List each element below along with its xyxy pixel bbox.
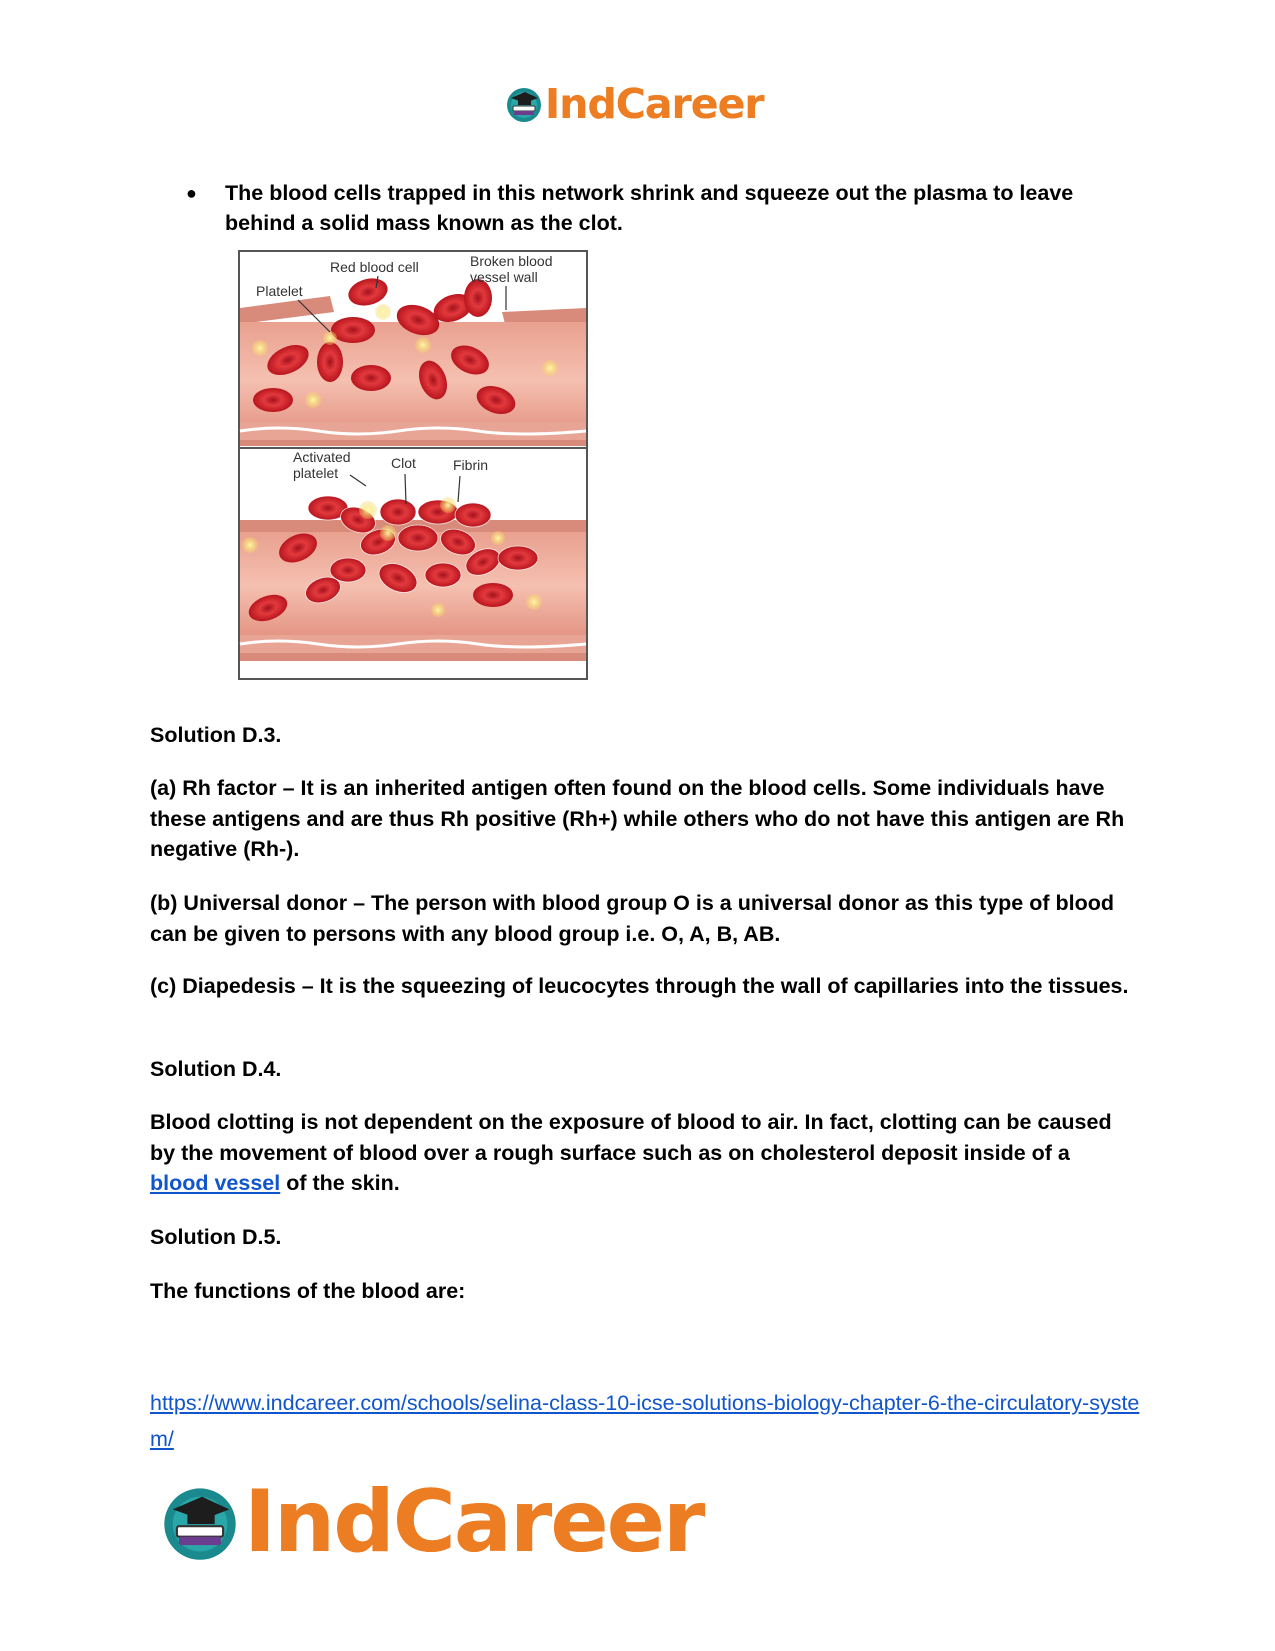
label-activated-1: Activated [293, 449, 351, 465]
label-clot: Clot [391, 455, 416, 471]
graduation-cap-books-icon [505, 84, 543, 124]
label-platelet: Platelet [256, 283, 303, 299]
paragraph-rh-factor: (a) Rh factor – It is an inherited antigen often found on the blood cells. Some individuals have these antigens and are thus Rh positive (Rh+) while others who do not have this antigen are Rh negative (Rh-). [150, 776, 1125, 861]
heading-solution-d3: Solution D.3. [150, 723, 282, 747]
paragraph-blood-clotting-end: of the skin. [280, 1171, 400, 1195]
blood-vessel-link[interactable]: blood vessel [150, 1171, 281, 1195]
label-broken-wall-1: Broken blood [470, 253, 553, 269]
blood-clot-diagram [238, 250, 588, 680]
label-broken-wall-2: vessel wall [470, 269, 538, 285]
header-logo [505, 80, 764, 128]
paragraph-universal-donor: (b) Universal donor – The person with blood group O is a universal donor as this type of blood can be given to persons with any blood group i.e. O, A, B, AB. [150, 891, 1114, 946]
footer-url-link[interactable]: https://www.indcareer.com/schools/selina-class-10-icse-solutions-biology-chapter-6-the-circulatory-system/ [150, 1391, 1140, 1451]
paragraph-blood-clotting-start: Blood clotting is not dependent on the exposure of blood to air. In fact, clotting can be caused by the movement of blood over a rough surface such as on cholesterol deposit inside of a [150, 1110, 1112, 1165]
footer-logo [160, 1474, 703, 1570]
paragraph-blood-functions: The functions of the blood are: [150, 1279, 466, 1303]
label-activated-2: platelet [293, 465, 339, 481]
label-fibrin: Fibrin [453, 457, 489, 473]
bullet-text: The blood cells trapped in this network shrink and squeeze out the plasma to leave behind a solid mass known as the clot. [225, 181, 1074, 235]
paragraph-diapedesis: (c) Diapedesis – It is the squeezing of leucocytes through the wall of capillaries into the tissues. [150, 974, 1129, 998]
bullet-item [186, 178, 1086, 238]
logo-text: IndCareer [545, 80, 764, 128]
heading-solution-d4: Solution D.4. [150, 1057, 282, 1081]
logo-text: IndCareer [244, 1472, 704, 1572]
heading-solution-d5: Solution D.5. [150, 1225, 282, 1249]
graduation-cap-books-icon [160, 1480, 240, 1564]
label-red-blood-cell: Red blood cell [330, 259, 419, 275]
bullet-dot: ● [186, 183, 197, 203]
paragraph-blood-clotting [150, 1107, 1130, 1199]
